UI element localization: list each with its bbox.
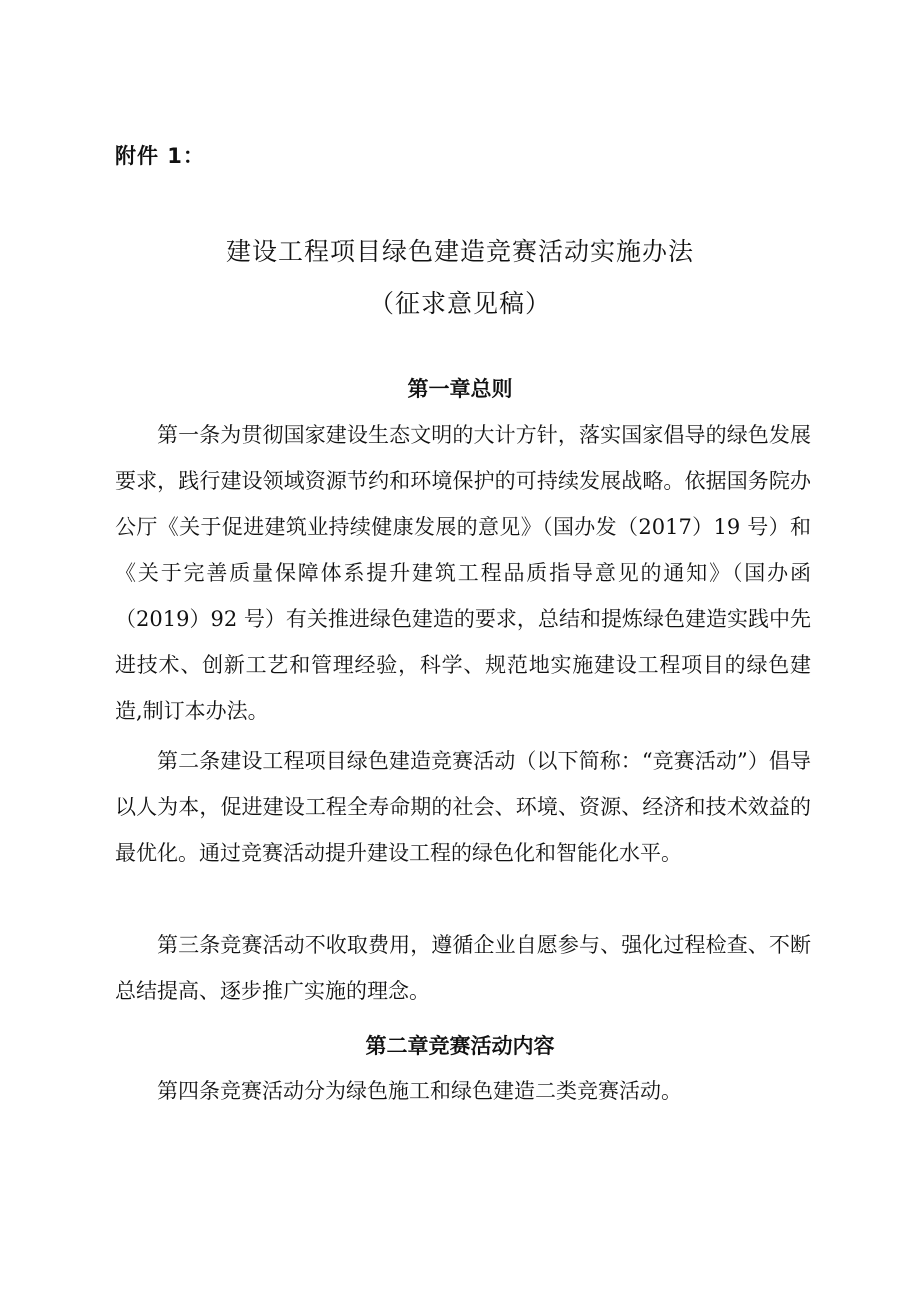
article-3: 第三条竞赛活动不收取费用，遵循企业自愿参与、强化过程检查、不断总结提高、逐步推广实施的理念。 — [115, 933, 811, 1003]
document-title: 建设工程项目绿色建造竞赛活动实施办法 — [225, 237, 694, 266]
chapter-1-heading: 第一章总则 — [407, 377, 513, 401]
article-2: 第二条建设工程项目绿色建造竞赛活动（以下简称：“竞赛活动”）倡导以人为本，促进建设工程全寿命期的社会、环境、资源、经济和技术效益的最优化。通过竞赛活动提升建设工程的绿色化和智能化水平。 — [115, 749, 811, 865]
attachment-label: 附件 1： — [115, 144, 205, 168]
article-4: 第四条竞赛活动分为绿色施工和绿色建造二类竞赛活动。 — [157, 1079, 682, 1103]
article-1: 第一条为贯彻国家建设生态文明的大计方针，落实国家倡导的绿色发展要求，践行建设领域资源节约和环境保护的可持续发展战略。依据国务院办公厅《关于促进建筑业持续健康发展的意见》（国办发（2017）19 号）和《关于完善质量保障体系提升建筑工程品质指导意见的通知》（国办函（2019）92 号）有关推进绿色建造的要求，总结和提炼绿色建造实践中先进技术、创新工艺和管理经验，科学、规范地实施建设工程项目的绿色建造,制订本办法。 — [115, 423, 811, 723]
document-subtitle: （征求意见稿） — [368, 289, 551, 318]
chapter-2-heading: 第二章竞赛活动内容 — [365, 1034, 555, 1058]
